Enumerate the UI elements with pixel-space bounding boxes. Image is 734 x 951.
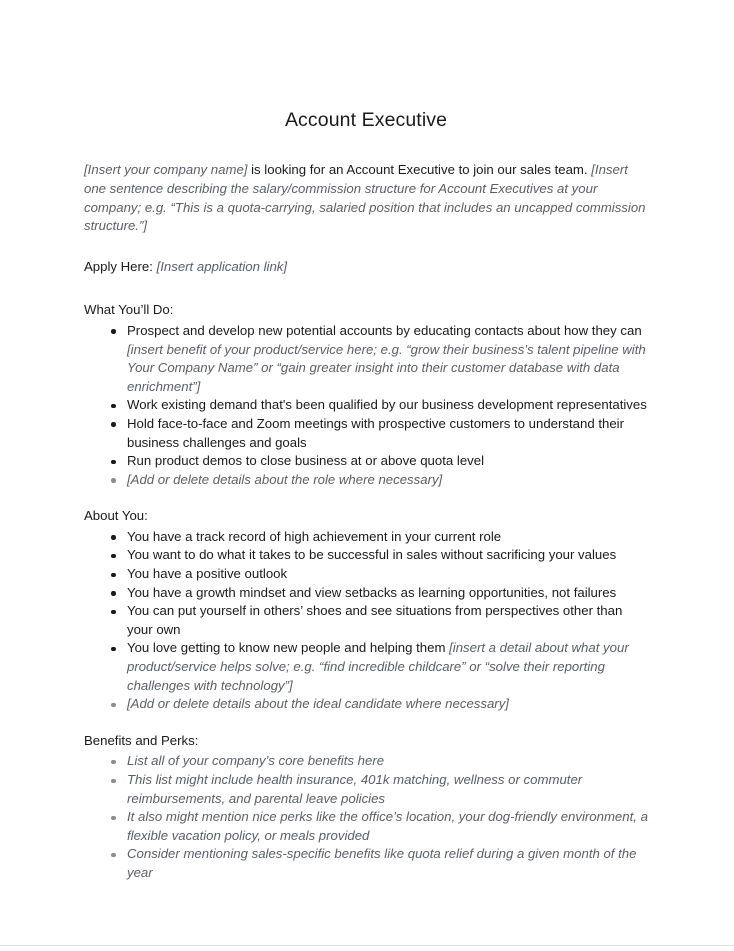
list-item-text: You can put yourself in others’ shoes and see situations from perspectives other than your own <box>127 603 623 637</box>
list-item-text: Prospect and develop new potential accounts by educating contacts about how they can <box>127 322 642 338</box>
list-item <box>84 639 648 695</box>
list-item-text: Consider mentioning sales-specific benefits like quota relief during a given month of the year <box>127 846 637 880</box>
section-spacer <box>84 714 648 732</box>
apply-here-line <box>84 258 648 277</box>
intro-static-text: is looking for an Account Executive to join our sales team. <box>247 162 592 178</box>
list-item <box>84 602 648 639</box>
list-item-text: Work existing demand that's been qualified by our business development representatives <box>127 397 647 413</box>
section-what-youll-do <box>84 301 648 489</box>
list-item <box>84 752 648 771</box>
list-item-text: [Add or delete details about the ideal candidate where necessary] <box>127 696 509 712</box>
list-item <box>84 452 648 471</box>
list-what-youll-do <box>84 322 648 489</box>
list-item-text: You love getting to know new people and helping them <box>127 640 450 656</box>
document-body <box>84 108 648 883</box>
section-about-you <box>84 507 648 714</box>
list-item-text: [Add or delete details about the role where necessary] <box>127 471 443 487</box>
list-item-text: List all of your company’s core benefits here <box>127 753 385 769</box>
list-item-text: Hold face-to-face and Zoom meetings with prospective customers to understand their business challenges and goals <box>127 415 624 450</box>
section-heading-what-youll-do: What You’ll Do: <box>84 302 174 318</box>
list-item <box>84 771 648 808</box>
apply-here-label: Apply Here: <box>84 258 157 274</box>
list-item <box>84 471 648 490</box>
list-item-placeholder: [insert a detail about what your product/service helps solve; e.g. “find incredible childcare” or “solve their reporting challenges with technology”] <box>127 640 629 693</box>
intro-compensation-placeholder: [Insert one sentence describing the salary/commission structure for Account Executives at your company; e.g. “This is a quota-carrying, salaried position that includes an uncapped commission structure.”] <box>84 162 646 234</box>
list-item <box>84 808 648 845</box>
section-heading-about-you: About You: <box>84 508 148 524</box>
apply-link-placeholder: [Insert application link] <box>156 258 288 274</box>
list-item-text: You have a growth mindset and view setbacks as learning opportunities, not failures <box>127 584 617 600</box>
list-item <box>84 415 648 452</box>
list-item-text: Run product demos to close business at or above quota level <box>127 453 485 469</box>
intro-paragraph <box>84 161 648 235</box>
list-item <box>84 565 648 584</box>
list-about-you <box>84 528 648 714</box>
section-spacer <box>84 489 648 507</box>
list-item-text: It also might mention nice perks like the office’s location, your dog-friendly environment, a flexible vacation policy, or meals provided <box>127 809 648 843</box>
list-item <box>84 322 648 396</box>
list-item <box>84 695 648 714</box>
list-item-text: You want to do what it takes to be successful in sales without sacrificing your values <box>127 547 617 563</box>
page-title: Account Executive <box>284 109 448 131</box>
list-item <box>84 584 648 603</box>
list-item-placeholder: [insert benefit of your product/service here; e.g. “grow their business’s talent pipeline with Your Company Name” or “gain greater insight into their customer database with data enrichment”] <box>127 341 646 394</box>
list-item <box>84 396 648 415</box>
list-item-text: You have a track record of high achievement in your current role <box>127 528 502 544</box>
section-benefits-and-perks <box>84 732 648 883</box>
list-item-text: This list might include health insurance, 401k matching, wellness or commuter reimbursements, and parental leave policies <box>127 772 583 806</box>
intro-company-name-placeholder: [Insert your company name] <box>84 162 248 178</box>
list-item <box>84 845 648 882</box>
list-item <box>84 546 648 565</box>
page-bottom-divider <box>0 945 734 946</box>
section-heading-benefits-and-perks: Benefits and Perks: <box>84 732 199 748</box>
list-item-text: You have a positive outlook <box>127 566 288 582</box>
list-item <box>84 528 648 547</box>
list-benefits-and-perks <box>84 752 648 882</box>
